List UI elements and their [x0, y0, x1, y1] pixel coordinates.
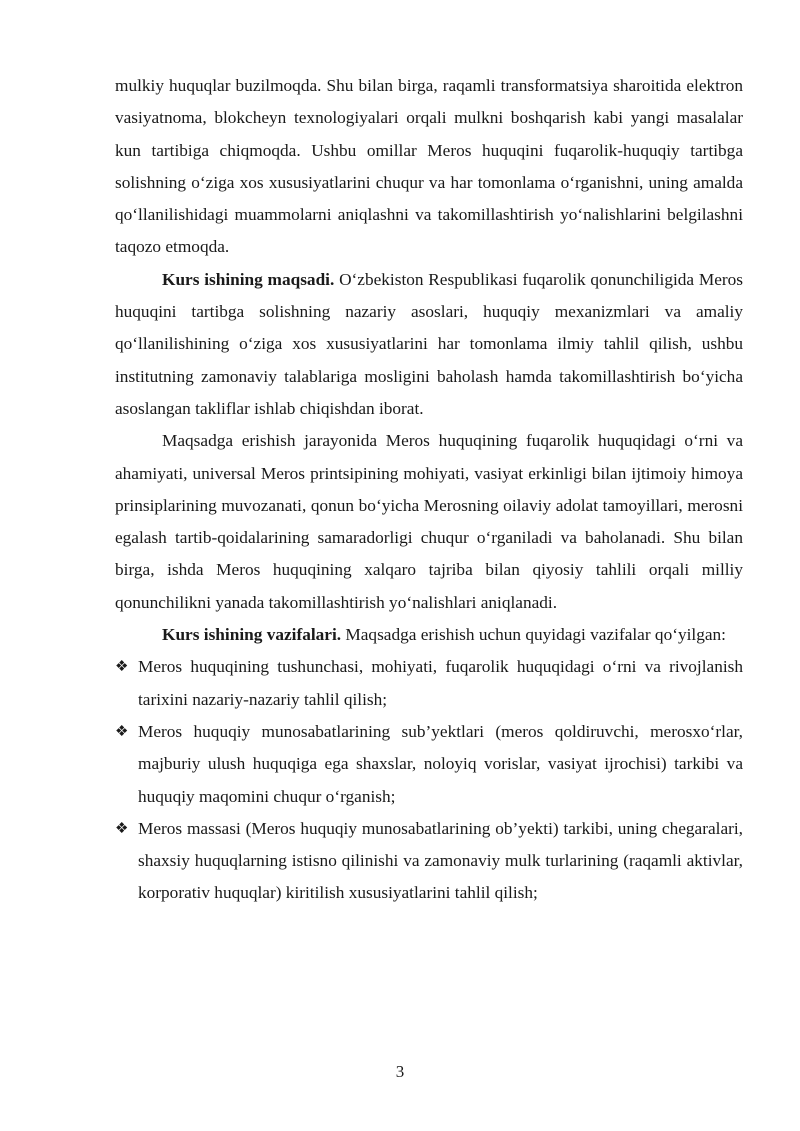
list-item-text: Meros huquqining tushunchasi, mohiyati, fuqarolik huquqidagi o‘rni va rivojlanish tarixini nazariy-nazariy tahlil qilish; — [138, 657, 743, 709]
tasks-list — [115, 651, 743, 909]
document-page — [115, 70, 743, 910]
list-item — [115, 651, 743, 716]
diamond-bullet-icon: ❖ — [115, 820, 129, 837]
diamond-bullet-icon: ❖ — [115, 659, 129, 676]
goal-text: O‘zbekiston Respublikasi fuqarolik qonunchiligida Meros huquqini tartibga solishning nazariy asoslari, huquqiy mexanizmlari va amaliy qo‘llanilishining o‘ziga xos xususiyatlarini har tomonlama ilmiy tahlil qilish, ushbu institutning zamonaviy talablariga mosligini baholash hamda takomillashtirish bo‘yicha asoslangan takliflar ishlab chiqishdan iborat. — [115, 269, 744, 418]
list-item-text: Meros huquqiy munosabatlarining sub’yektlari (meros qoldiruvchi, merosxo‘rlar, majburiy ulush huquqiga ega shaxslar, noloyiq vorislar, vasiyat ijrochisi) tarkibi va huquqiy maqomini chuqur o‘rganish; — [138, 721, 743, 806]
list-item-text: Meros massasi (Meros huquqiy munosabatlarining ob’yekti) tarkibi, uning chegaralari, shaxsiy huquqlarning istisno qilinishi va zamonaviy mulk turlarining (raqamli aktivlar, korporativ huquqlar) kiritilish xususiyatlarini tahlil qilish; — [138, 818, 743, 903]
paragraph-intro: mulkiy huquqlar buzilmoqda. Shu bilan birga, raqamli transformatsiya sharoitida elektron vasiyatnoma, blokcheyn texnologiyalari orqali mulkni boshqarish kabi yangi masalalar kun tartibiga chiqmoqda. Ushbu omillar Meros huquqini fuqarolik-huquqiy tartibga solishning o‘ziga xos xususiyatlarini chuqur va har tomonlama o‘rganishni, uning amalda qo‘llanilishidagi muammolarni aniqlashni va takomillashtirish yo‘nalishlarini belgilashni taqozo etmoqda. — [115, 76, 743, 257]
paragraph-goal — [115, 264, 743, 425]
page-number: 3 — [395, 1062, 405, 1081]
paragraph-tasks — [115, 619, 743, 651]
list-item — [115, 813, 743, 910]
goal-heading: Kurs ishining maqsadi. — [162, 269, 335, 289]
list-item — [115, 716, 743, 813]
tasks-intro-text: Maqsadga erishish uchun quyidagi vazifalar qo‘yilgan: — [341, 625, 726, 645]
diamond-bullet-icon: ❖ — [115, 723, 129, 740]
paragraph-process: Maqsadga erishish jarayonida Meros huquqining fuqarolik huquqidagi o‘rni va ahamiyati, universal Meros printsipining mohiyati, vasiyat erkinligi bilan ijtimoiy himoya prinsiplarining muvozanati, qonun bo‘yicha Merosning oilaviy adolat tamoyillari, merosni egalash tartib-qoidalarining samaradorligi chuqur o‘rganiladi va baholanadi. Shu bilan birga, ishda Meros huquqining xalqaro tajriba bilan qiyosiy tahlili orqali milliy qonunchilikni yanada takomillashtirish yo‘nalishlari aniqlanadi. — [115, 431, 743, 612]
tasks-heading: Kurs ishining vazifalari. — [162, 625, 342, 645]
